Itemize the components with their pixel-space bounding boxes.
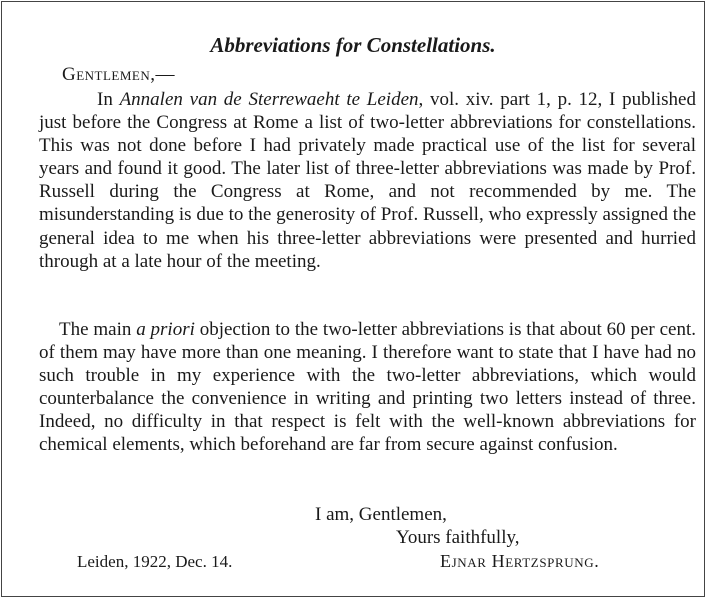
letter-page xyxy=(1,1,705,597)
signature: Ejnar Hertzsprung. xyxy=(440,551,600,571)
paragraph-1-lead: In xyxy=(97,89,120,110)
closing-line-1: I am, Gentlemen, xyxy=(315,504,447,525)
closing-line-2: Yours faithfully, xyxy=(396,527,520,548)
paragraph-1 xyxy=(39,88,696,273)
letter-title: Abbreviations for Constellations. xyxy=(210,33,496,57)
salutation: Gentlemen,— xyxy=(62,64,176,85)
paragraph-2-lead: The main xyxy=(59,319,137,340)
paragraph-2-body: objection to the two-letter abbreviations is that about 60 per cent. of them may have more than one meaning. I therefore want to state that I have had no such trouble in my experience with the two-letter abbreviations, which would counterbalance the convenience in writing and printing two letters instead of three. Indeed, no difficulty in that respect is felt with the well-known abbreviations for chemical elements, which beforehand are far from secure against confusion. xyxy=(39,319,696,456)
paragraph-1-body: , vol. xiv. part 1, p. 12, I published just before the Congress at Rome a list of two-letter abbreviations for constellations. This was not done before I had privately made practical use of the list for several years and found it good. The later list of three-letter abbreviations was made by Prof. Russell during the Congress at Rome, and not recommended by me. The misunderstanding is due to the generosity of Prof. Russell, who expressly assigned the general idea to me when his three-letter abbreviations were presented and hurried through at a late hour of the meeting. xyxy=(39,89,696,272)
publication-reference: Annalen van de Sterrewaeht te Leiden xyxy=(119,89,419,110)
paragraph-2 xyxy=(39,318,696,457)
place-and-date: Leiden, 1922, Dec. 14. xyxy=(77,552,233,571)
a-priori-term: a priori xyxy=(136,319,195,340)
